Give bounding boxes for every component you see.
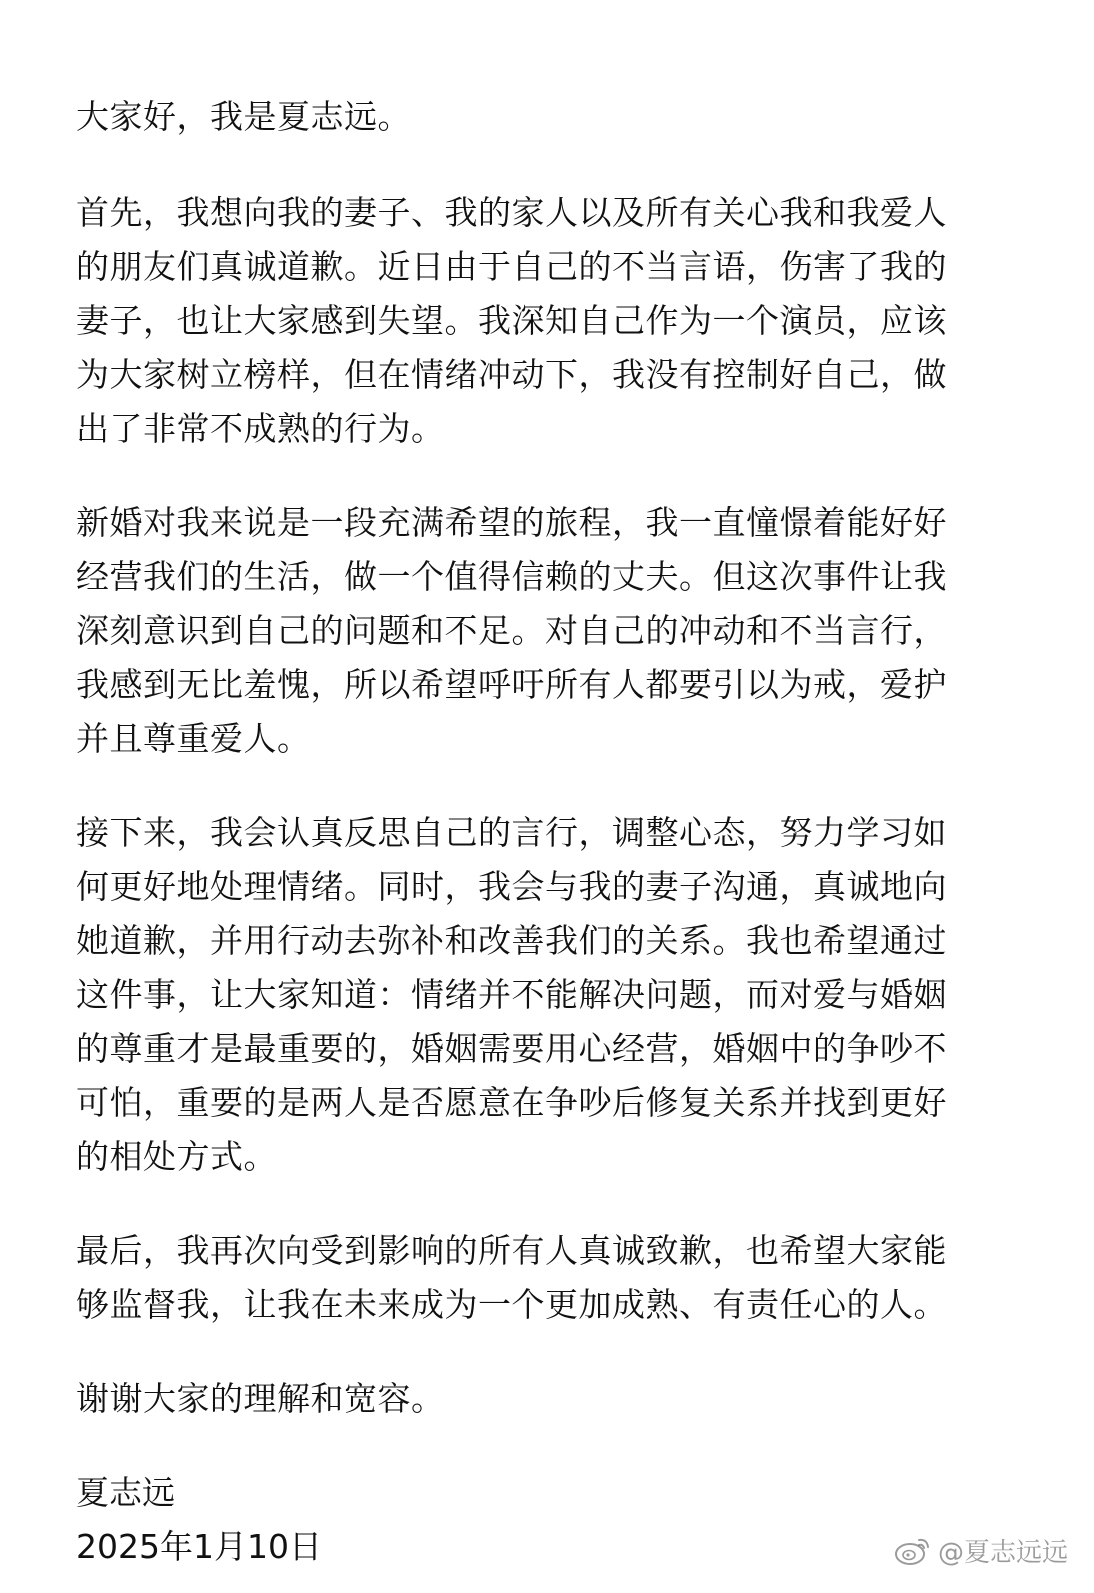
watermark-text: @夏志远远 [937, 1537, 1068, 1568]
paragraph-1: 首先，我想向我的妻子、我的家人以及所有关心我和我爱人 的朋友们真诚道歉。近日由于自己的不当言语，伤害了我的 妻子，也让大家感到失望。我深知自己作为一个演员，应该 为大家树立榜样，但在情绪冲动下，我没有控制好自己，做 出了非常不成熟的行为。 [76, 193, 947, 448]
signature-name: 夏志远 [76, 1473, 175, 1512]
paragraph-4: 最后，我再次向受到影响的所有人真诚致歉，也希望大家能 够监督我，让我在未来成为一个更加成熟、有责任心的人。 [76, 1231, 947, 1324]
signature-date: 2025年1月10日 [76, 1527, 322, 1566]
paragraph-3: 接下来，我会认真反思自己的言行，调整心态，努力学习如 何更好地处理情绪。同时，我会与我的妻子沟通，真诚地向 她道歉，并用行动去弥补和改善我们的关系。我也希望通过 这件事，让大家知道：情绪并不能解决问题，而对爱与婚姻 的尊重才是最重要的，婚姻需要用心经营，婚姻中的争吵不 可怕，重要的是两人是否愿意在争吵后修复关系并找到更好 的相处方式。 [76, 813, 947, 1176]
closing-line: 谢谢大家的理解和宽容。 [76, 1379, 445, 1418]
weibo-watermark [894, 1530, 1068, 1570]
weibo-icon [894, 1534, 932, 1566]
paragraph-2: 新婚对我来说是一段充满希望的旅程，我一直憧憬着能好好 经营我们的生活，做一个值得信赖的丈夫。但这次事件让我 深刻意识到自己的问题和不足。对自己的冲动和不当言行， 我感到无比羞愧，所以希望呼吁所有人都要引以为戒，爱护 并且尊重爱人。 [76, 503, 947, 758]
greeting: 大家好，我是夏志远。 [76, 97, 411, 136]
apology-letter [76, 90, 1006, 1574]
